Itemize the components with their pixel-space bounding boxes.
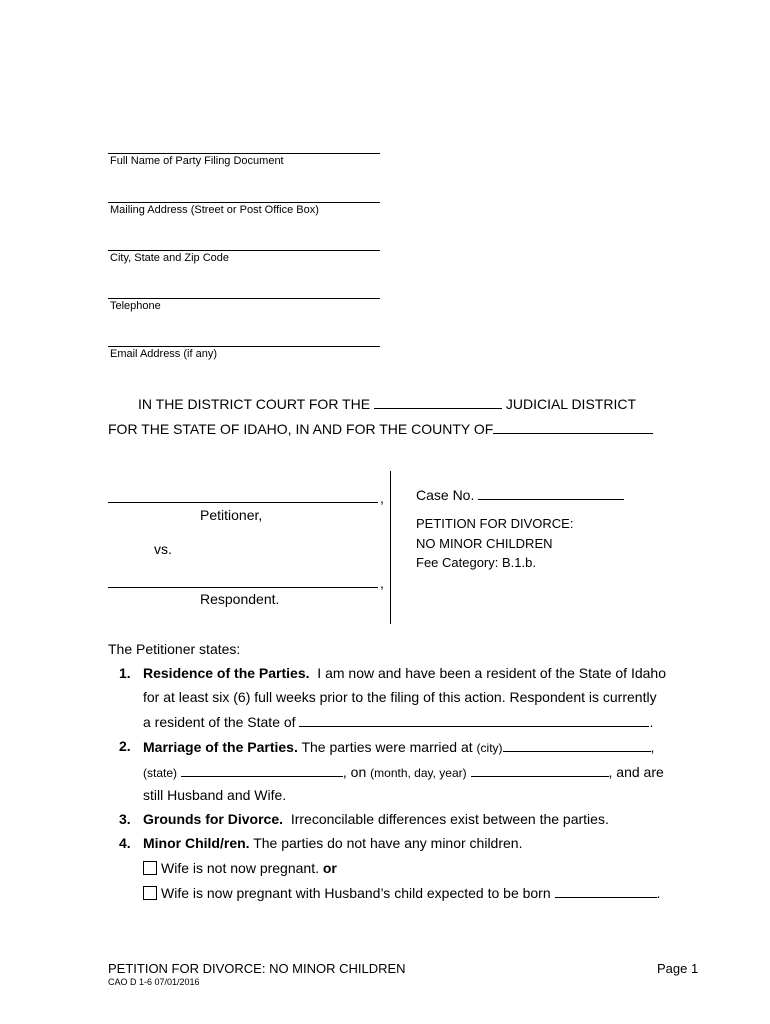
marriage-date-blank[interactable] [471, 763, 609, 777]
item-1-text-3: a resident of the State of [143, 714, 296, 730]
or-label: or [322, 860, 337, 876]
full-name-line[interactable] [108, 153, 380, 154]
item-2-text-3: still Husband and Wife. [143, 787, 287, 803]
fee-category: Fee Category: B.1.b. [416, 555, 536, 570]
telephone-line[interactable] [108, 298, 380, 299]
item-1-line-1 [143, 665, 666, 681]
page-number: Page 1 [657, 961, 699, 976]
city-state-zip-line[interactable] [108, 250, 380, 251]
not-pregnant-label: Wife is not now pregnant. [161, 860, 319, 876]
item-2-on: , on [342, 764, 367, 780]
marriage-state-blank[interactable] [181, 763, 343, 777]
document-title-line-2: NO MINOR CHILDREN [416, 536, 553, 551]
telephone-label: Telephone [110, 300, 161, 312]
city-state-zip-label: City, State and Zip Code [110, 252, 230, 264]
court-line-2-prefix: FOR THE STATE OF IDAHO, IN AND FOR THE COUNTY OF [108, 421, 494, 437]
petitioner-name-line[interactable] [108, 502, 378, 503]
vs-label: vs. [154, 541, 172, 557]
item-3-number: 3. [119, 811, 131, 827]
email-line[interactable] [108, 346, 380, 347]
case-number-row [416, 486, 624, 503]
court-line-1-prefix: IN THE DISTRICT COURT FOR THE [138, 396, 371, 412]
item-4-line-1 [143, 835, 522, 851]
document-title-line-1: PETITION FOR DIVORCE: [416, 516, 574, 531]
case-number-label: Case No. [416, 487, 475, 503]
item-3-text-1: Irreconcilable differences exist between the parties. [290, 811, 609, 827]
respondent-label: Respondent. [200, 591, 280, 607]
full-name-label: Full Name of Party Filing Document [110, 155, 284, 167]
due-date-blank[interactable] [555, 884, 657, 898]
item-4-period: . [656, 885, 661, 901]
item-2-comma: , [650, 739, 655, 755]
item-4-number: 4. [119, 835, 131, 851]
item-1-line-3 [143, 713, 653, 730]
case-number-blank[interactable] [478, 486, 624, 500]
petitioner-comma: , [380, 490, 384, 506]
petitioner-states-intro: The Petitioner states: [108, 641, 241, 657]
court-line-1 [138, 395, 636, 412]
respondent-state-blank[interactable] [299, 713, 649, 727]
petitioner-label: Petitioner, [200, 507, 263, 523]
item-2-and-are: , and are [608, 764, 664, 780]
not-pregnant-option[interactable] [143, 860, 337, 876]
date-label: (month, day, year) [370, 766, 467, 780]
mailing-address-line[interactable] [108, 202, 380, 203]
item-2-line-2 [143, 763, 664, 780]
item-4-text-1: The parties do not have any minor children. [253, 835, 523, 851]
mailing-address-label: Mailing Address (Street or Post Office Box) [110, 204, 319, 216]
item-2-text-1: The parties were married at [301, 739, 473, 755]
item-1-text-2: for at least six (6) full weeks prior to the filing of this action. Respondent is currently [143, 689, 657, 705]
state-label: (state) [143, 766, 178, 780]
item-1-heading: Residence of the Parties. [143, 665, 310, 681]
judicial-district-blank[interactable] [374, 395, 502, 409]
marriage-city-blank[interactable] [503, 738, 651, 752]
respondent-name-line[interactable] [108, 587, 378, 588]
pregnant-option[interactable] [143, 884, 660, 901]
email-label: Email Address (if any) [110, 348, 217, 360]
pregnant-label: Wife is now pregnant with Husband’s child expected to be born [161, 885, 551, 901]
court-line-1-suffix: JUDICIAL DISTRICT [505, 396, 636, 412]
respondent-comma: , [380, 575, 384, 591]
footer-title: PETITION FOR DIVORCE: NO MINOR CHILDREN [108, 961, 406, 976]
caption-divider [390, 471, 391, 624]
item-2-heading: Marriage of the Parties. [143, 739, 298, 755]
not-pregnant-checkbox[interactable] [143, 861, 157, 875]
item-3-line-1 [143, 811, 609, 827]
item-4-heading: Minor Child/ren. [143, 835, 250, 851]
city-label: (city) [476, 741, 503, 755]
item-3-heading: Grounds for Divorce. [143, 811, 284, 827]
item-1-text-1: I am now and have been a resident of the State of Idaho [317, 665, 666, 681]
item-2-number: 2. [119, 738, 131, 754]
footer-form-code: CAO D 1-6 07/01/2016 [108, 977, 200, 987]
pregnant-checkbox[interactable] [143, 886, 157, 900]
item-1-period: . [649, 714, 654, 730]
county-blank[interactable] [493, 420, 653, 434]
item-2-line-1 [143, 738, 654, 755]
court-line-2 [108, 420, 653, 437]
item-1-number: 1. [119, 665, 131, 681]
